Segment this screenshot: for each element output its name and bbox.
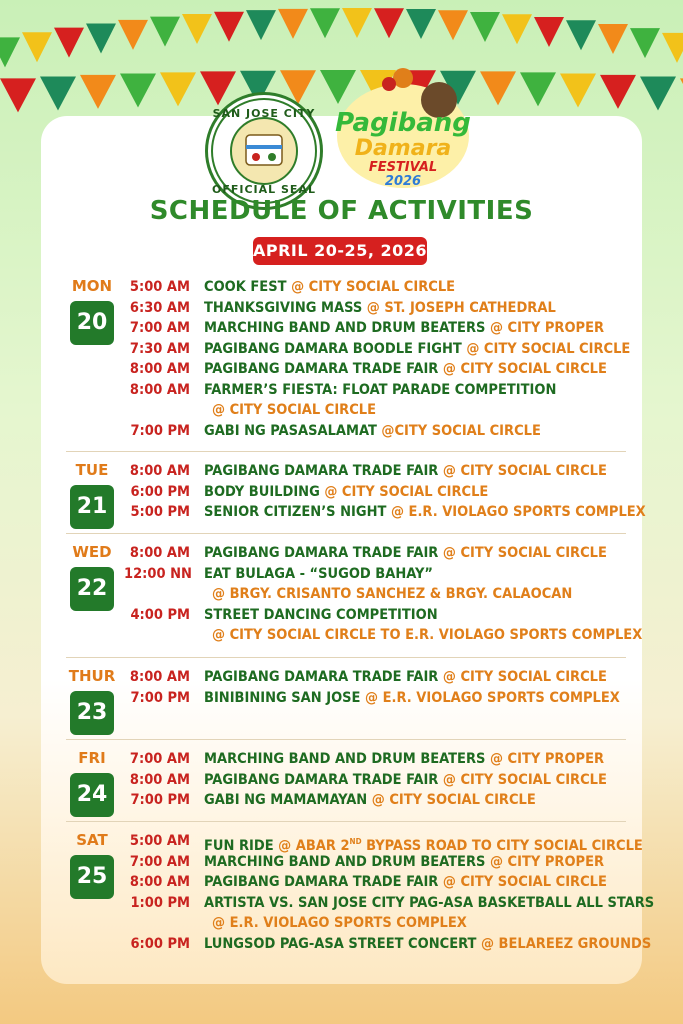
day-divider — [66, 657, 626, 658]
bunting-flag — [560, 73, 596, 107]
logo-year: 2026 — [384, 174, 422, 189]
event-location: @ CITY SOCIAL CIRCLE — [371, 792, 536, 808]
event-location: @ CITY SOCIAL CIRCLE — [324, 483, 489, 500]
day-number-badge: 22 — [70, 567, 114, 611]
event-title: GABI NG PASASALAMAT — [204, 422, 382, 439]
event-title: PAGIBANG DAMARA TRADE FAIR — [204, 874, 443, 890]
day-number-badge: 24 — [70, 773, 114, 817]
date-range-badge: APRIL 20-25, 2026 — [253, 237, 427, 265]
event-time: 7:00 PM — [130, 792, 190, 808]
event-location: @ CITY SOCIAL CIRCLE — [442, 771, 607, 788]
event-activity — [204, 380, 556, 401]
event-time: 12:00 NN — [124, 565, 192, 582]
event-time: 6:00 PM — [130, 483, 190, 500]
day-name: THUR — [68, 667, 116, 685]
event-activity — [204, 277, 455, 298]
event-title: BODY BUILDING — [204, 483, 325, 500]
festival-logo — [331, 64, 475, 194]
event-activity — [204, 688, 620, 709]
day-divider — [66, 739, 626, 740]
seal-bottom-text: OFFICIAL SEAL — [212, 183, 316, 196]
bunting-flag — [22, 32, 52, 62]
event-title: COOK FEST — [204, 279, 292, 295]
day-number-badge: 21 — [70, 485, 114, 529]
seal-top-text: SAN JOSE CITY — [212, 107, 316, 120]
bunting-flag — [150, 17, 180, 47]
event-location: @ CITY SOCIAL CIRCLE — [442, 361, 607, 377]
event-time: 7:00 AM — [129, 853, 190, 870]
bunting-flag — [0, 37, 20, 67]
event-time: 5:00 PM — [130, 504, 190, 520]
event-location: @ BELAREEZ GROUNDS — [480, 935, 652, 952]
bunting-flag — [54, 28, 84, 58]
event-activity — [204, 543, 607, 564]
event-time: 8:00 AM — [129, 463, 190, 479]
event-activity — [204, 564, 433, 585]
event-activity — [204, 667, 607, 688]
event-activity — [204, 421, 541, 442]
event-time: 8:00 AM — [129, 381, 190, 398]
bunting-flag — [120, 73, 156, 107]
event-activity — [204, 461, 607, 482]
day-divider — [66, 533, 626, 534]
day-number-badge: 23 — [70, 691, 114, 735]
event-location: @ CITY SOCIAL CIRCLE — [442, 545, 607, 561]
bunting-flag — [480, 71, 516, 105]
event-activity — [212, 913, 467, 934]
event-activity — [204, 852, 604, 873]
event-activity — [204, 749, 604, 770]
event-location: @ E.R. VIOLAGO SPORTS COMPLEX — [365, 689, 620, 706]
event-time: 6:00 PM — [130, 935, 190, 952]
event-time: 6:30 AM — [129, 299, 190, 316]
day-name: MON — [71, 277, 113, 295]
event-time: 8:00 AM — [129, 771, 190, 788]
bunting-flag — [86, 23, 116, 53]
event-title: FARMER’S FIESTA: FLOAT PARADE COMPETITION — [204, 381, 557, 398]
bunting-flag — [630, 28, 660, 58]
event-location: @ CITY SOCIAL CIRCLE — [442, 669, 607, 685]
bunting-flag — [534, 17, 564, 47]
event-location: @ CITY SOCIAL CIRCLE — [442, 463, 607, 479]
day-divider — [66, 451, 626, 452]
event-activity — [204, 502, 646, 523]
bunting-flag — [310, 8, 340, 38]
event-title: MARCHING BAND AND DRUM BEATERS — [204, 853, 490, 870]
bunting-flag — [470, 12, 500, 42]
event-activity — [204, 318, 604, 339]
event-location: @ CITY SOCIAL CIRCLE — [442, 874, 607, 890]
event-title: SENIOR CITIZEN’S NIGHT — [204, 504, 391, 520]
event-activity — [204, 298, 556, 319]
event-location: @ E.R. VIOLAGO SPORTS COMPLEX — [390, 504, 646, 520]
bunting-flag — [214, 12, 244, 42]
event-activity — [204, 605, 438, 626]
bunting-flag — [566, 20, 596, 50]
event-location: @ ST. JOSEPH CATHEDRAL — [366, 299, 556, 316]
event-activity — [204, 770, 607, 791]
event-title: PAGIBANG DAMARA TRADE FAIR — [204, 361, 443, 377]
bunting-flag — [502, 14, 532, 44]
logo-line2: Damara — [354, 136, 452, 161]
event-title: GABI NG MAMAMAYAN — [204, 792, 372, 808]
day-divider — [66, 821, 626, 822]
event-location: @ CITY PROPER — [489, 320, 605, 336]
event-location: @ CITY PROPER — [489, 751, 605, 767]
event-location: @ CITY PROPER — [489, 853, 605, 870]
day-name: SAT — [76, 831, 108, 849]
event-title: PAGIBANG DAMARA TRADE FAIR — [204, 771, 443, 788]
bunting-flag — [0, 78, 36, 112]
event-time: 8:00 AM — [129, 545, 190, 561]
day-name: WED — [72, 543, 112, 561]
bunting-flag — [118, 20, 148, 50]
day-name: TUE — [75, 461, 109, 479]
logo-line1: Pagibang — [335, 108, 471, 138]
event-location: @ CITY SOCIAL CIRCLE — [466, 340, 631, 357]
event-title: PAGIBANG DAMARA TRADE FAIR — [204, 545, 443, 561]
event-time: 5:00 AM — [129, 833, 190, 849]
event-title: BINIBINING SAN JOSE — [204, 689, 366, 706]
bunting-flag — [160, 72, 196, 106]
event-activity — [204, 339, 630, 360]
logo-line3: FESTIVAL — [368, 160, 438, 175]
event-location: @ CITY SOCIAL CIRCLE TO E.R. VIOLAGO SPORTS COMPLEX — [212, 627, 643, 643]
event-time: 7:00 AM — [129, 320, 190, 336]
day-name: FRI — [78, 749, 106, 767]
event-title: STREET DANCING COMPETITION — [204, 606, 438, 623]
event-title: LUNGSOD PAG-ASA STREET CONCERT — [204, 935, 481, 952]
event-time: 8:00 AM — [129, 361, 190, 377]
event-activity — [212, 400, 376, 421]
event-activity — [204, 893, 654, 914]
event-time: 7:00 AM — [129, 751, 190, 767]
event-time: 5:00 AM — [129, 279, 190, 295]
bunting-flag — [342, 8, 372, 38]
day-number-badge: 25 — [70, 855, 114, 899]
event-title: ARTISTA VS. SAN JOSE CITY PAG-ASA BASKETBALL ALL STARS — [204, 894, 655, 911]
event-title: MARCHING BAND AND DRUM BEATERS — [204, 320, 490, 336]
event-activity — [204, 482, 488, 503]
event-title: PAGIBANG DAMARA TRADE FAIR — [204, 669, 443, 685]
page-title: SCHEDULE OF ACTIVITIES — [149, 196, 534, 226]
city-seal — [205, 92, 323, 210]
bunting-flag — [406, 9, 436, 39]
event-activity — [204, 790, 536, 811]
bunting-flag — [40, 76, 76, 110]
event-activity — [204, 934, 651, 955]
event-time: 7:00 PM — [130, 689, 190, 706]
event-location: @CITY SOCIAL CIRCLE — [381, 422, 541, 439]
event-time: 1:00 PM — [130, 894, 190, 911]
event-time: 8:00 AM — [129, 874, 190, 890]
event-title: FUN RIDE — [204, 837, 279, 854]
event-activity — [212, 584, 572, 605]
event-title: THANKSGIVING MASS — [204, 299, 367, 316]
bunting-flag — [520, 72, 556, 106]
event-activity — [204, 872, 607, 893]
event-location: @ ABAR 2ND BYPASS ROAD TO CITY SOCIAL CIRCLE — [278, 837, 643, 854]
bunting-flag — [278, 9, 308, 39]
event-time: 7:30 AM — [129, 340, 190, 357]
bunting-flag — [662, 33, 683, 63]
event-location: @ E.R. VIOLAGO SPORTS COMPLEX — [212, 915, 467, 931]
event-location: @ CITY SOCIAL CIRCLE — [212, 402, 377, 418]
event-location: @ BRGY. CRISANTO SANCHEZ & BRGY. CALAOCAN — [212, 586, 573, 602]
day-number-badge: 20 — [70, 301, 114, 345]
bunting-flag — [598, 24, 628, 54]
bunting-flag — [600, 75, 636, 109]
event-time: 7:00 PM — [130, 422, 190, 439]
event-location: @ CITY SOCIAL CIRCLE — [291, 279, 456, 295]
bunting-flag — [246, 10, 276, 40]
bunting-flag — [374, 8, 404, 38]
bunting-flag — [80, 75, 116, 109]
event-activity — [212, 625, 642, 646]
bunting-flag — [640, 76, 676, 110]
bunting-flag — [182, 14, 212, 44]
event-title: PAGIBANG DAMARA BOODLE FIGHT — [204, 340, 467, 357]
event-time: 8:00 AM — [129, 669, 190, 685]
bunting-flag — [438, 10, 468, 40]
event-time: 4:00 PM — [130, 606, 190, 623]
event-activity — [204, 359, 607, 380]
event-title: PAGIBANG DAMARA TRADE FAIR — [204, 463, 443, 479]
event-title: EAT BULAGA - “SUGOD BAHAY” — [204, 565, 433, 582]
event-title: MARCHING BAND AND DRUM BEATERS — [204, 751, 490, 767]
